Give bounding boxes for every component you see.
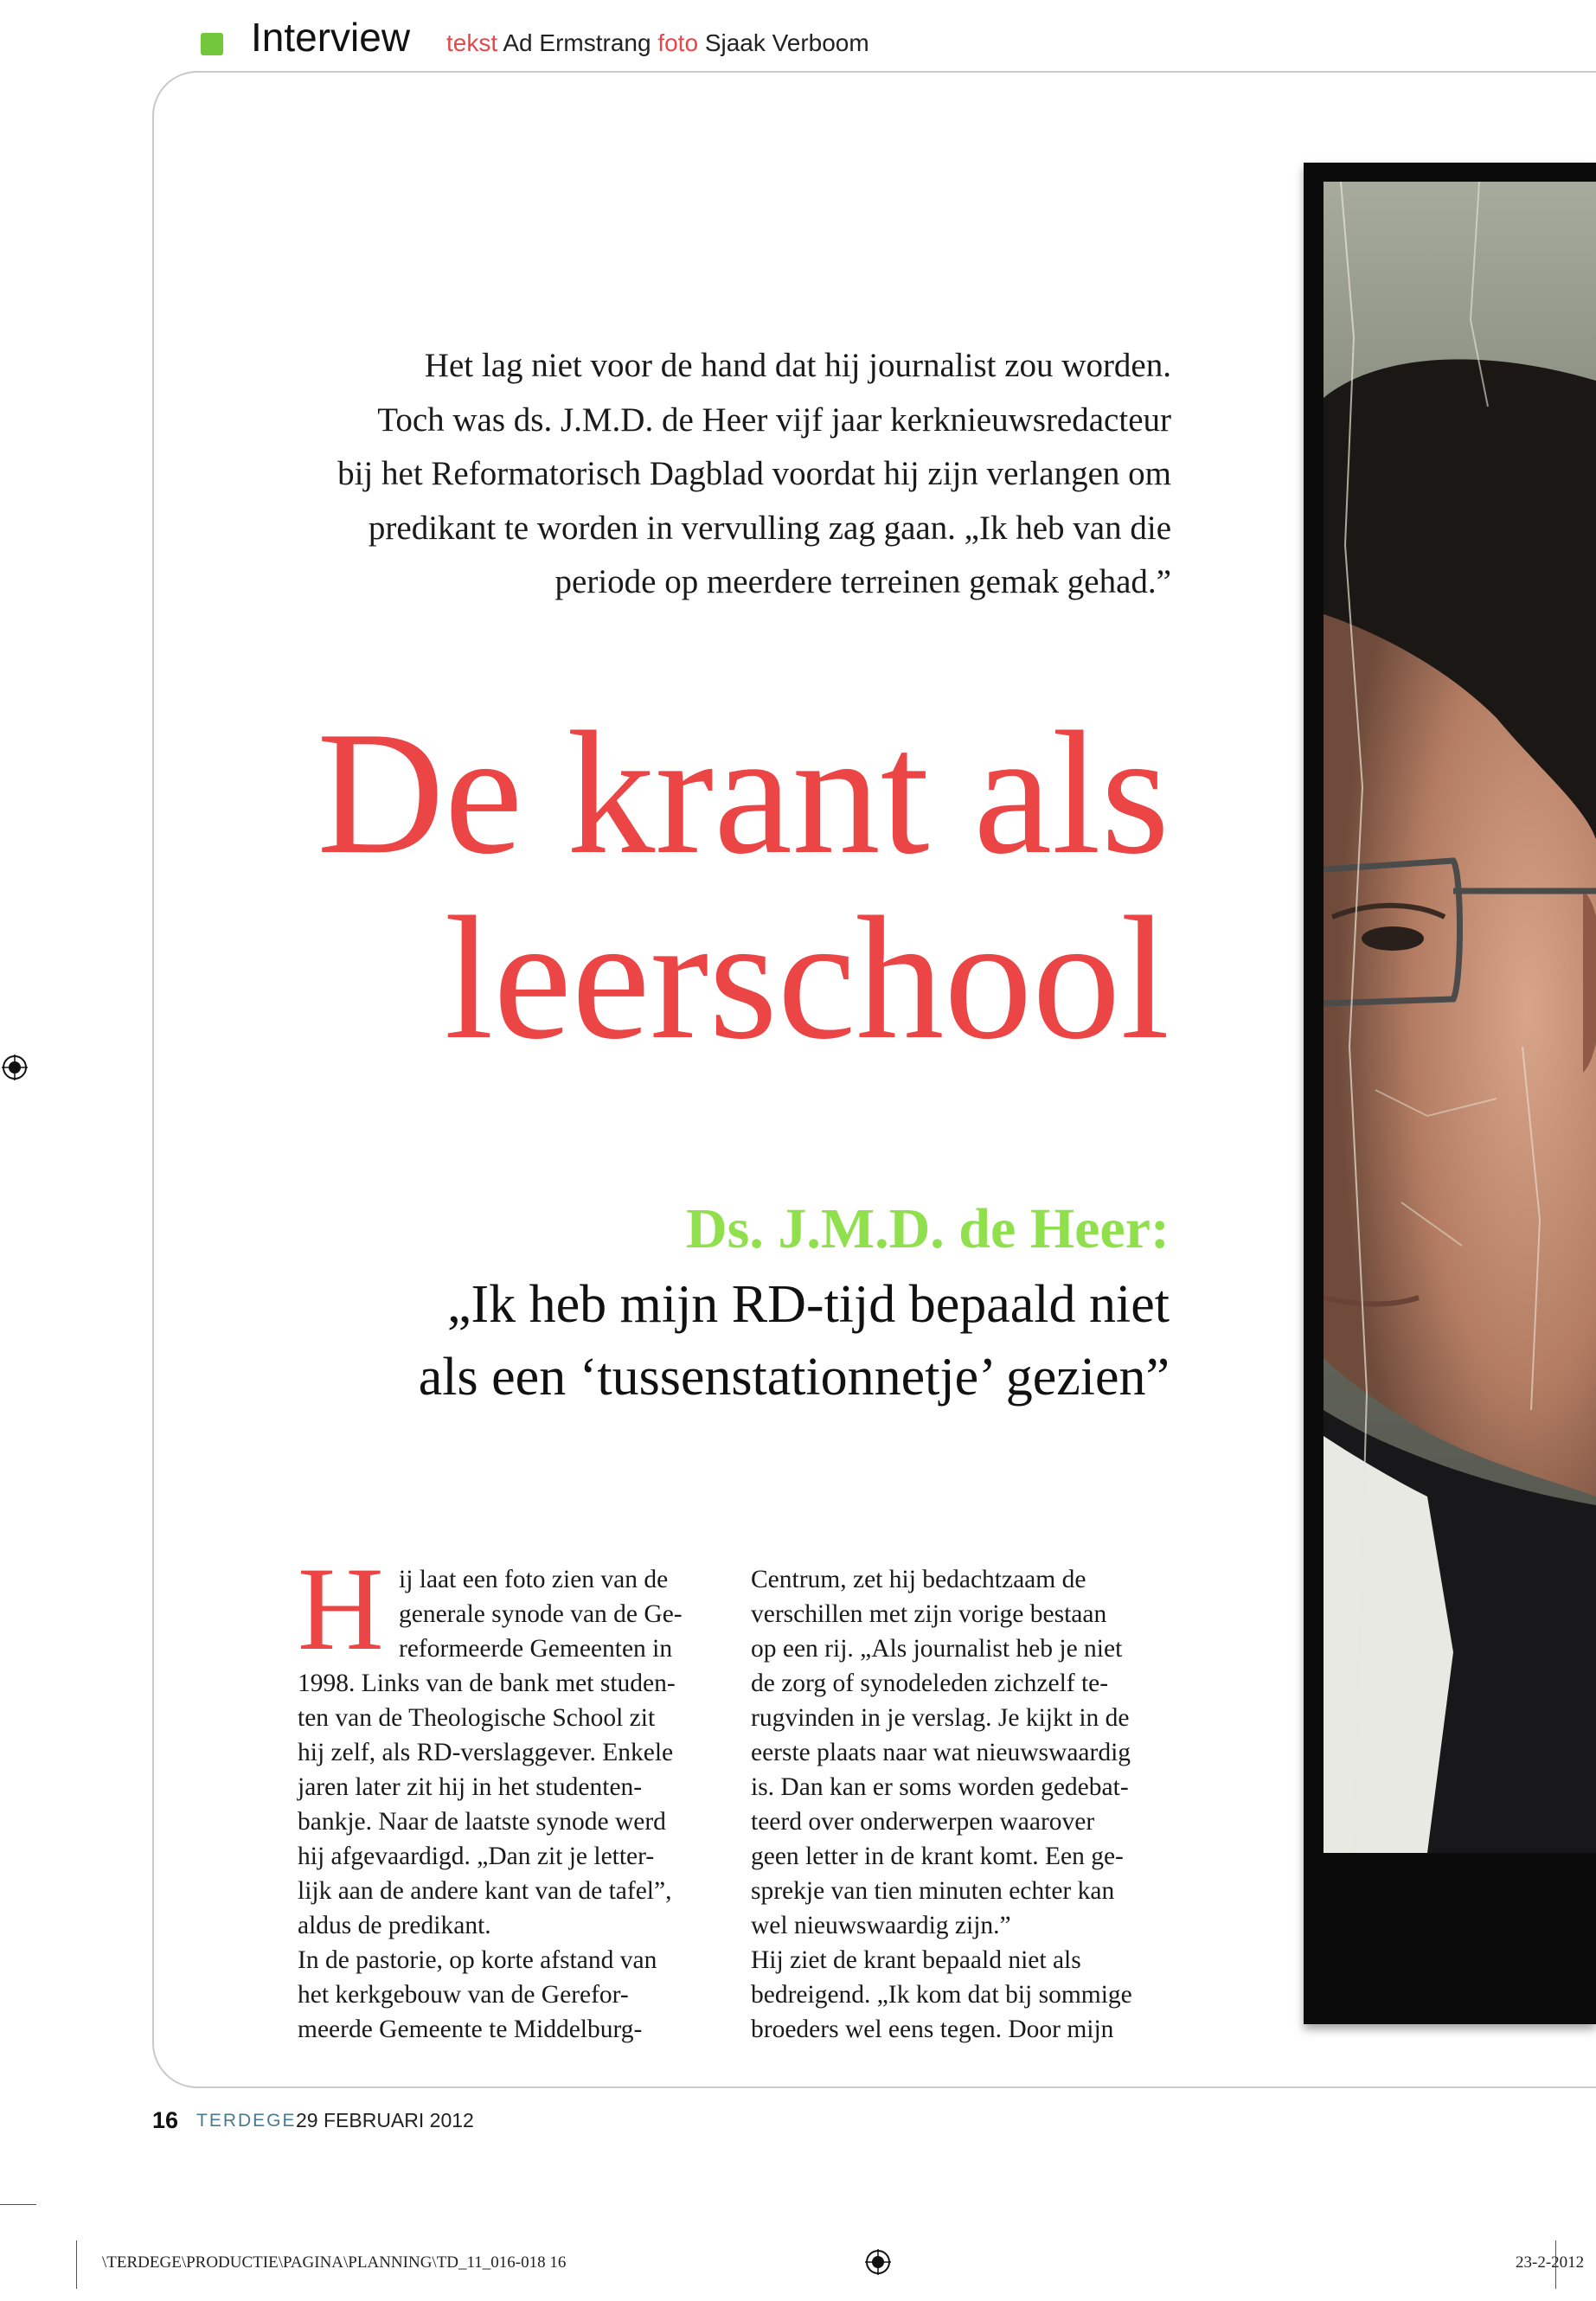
column-1-indented	[399, 1562, 683, 1666]
crop-mark	[76, 2240, 77, 2289]
subtitle-quote-line: „Ik heb mijn RD-tijd bepaald niet	[446, 1275, 1170, 1334]
body-line: reformeerde Gemeenten in	[399, 1635, 673, 1663]
registration-mark-icon	[865, 2249, 891, 2275]
body-line: sprekje van tien minuten echter kan	[751, 1877, 1115, 1905]
headline	[173, 695, 1170, 1076]
registration-mark-icon	[2, 1054, 28, 1080]
body-line: op een rij. „Als journalist heb je niet	[751, 1635, 1123, 1663]
body-line: broeders wel eens tegen. Door mijn	[751, 2016, 1114, 2043]
body-line: ij laat een foto zien van de	[399, 1566, 669, 1593]
photo-label: foto	[657, 29, 699, 56]
body-line: hij zelf, als RD-verslaggever. Enkele	[298, 1739, 674, 1766]
intro-line: periode op meerdere terreinen gemak gehad.”	[554, 563, 1171, 600]
body-line: generale synode van de Ge-	[399, 1600, 683, 1628]
portrait-illustration	[1324, 182, 1596, 1853]
intro-line: bij het Reformatorisch Dagblad voordat hij zijn verlangen om	[337, 455, 1171, 492]
crop-mark	[0, 2204, 36, 2205]
subtitle-quote-line: als een ‘tussenstationnetje’ gezien”	[418, 1348, 1170, 1407]
body-line: rugvinden in je verslag. Je kijkt in de	[751, 1704, 1130, 1732]
body-line: is. Dan kan er soms worden gedebat-	[751, 1773, 1129, 1801]
body-line: bedreigend. „Ik kom dat bij sommige	[751, 1981, 1132, 2009]
slug-date: 23-2-2012	[1516, 2253, 1585, 2272]
intro-line: predikant te worden in vervulling zag gaan. „Ik heb van die	[368, 509, 1171, 547]
body-line: Centrum, zet hij bedachtzaam de	[751, 1566, 1086, 1593]
credits	[446, 29, 869, 57]
body-line: het kerkgebouw van de Gerefor-	[298, 1981, 629, 2009]
body-line: hij afgevaardigd. „Dan zit je letter-	[298, 1843, 655, 1870]
column-1	[298, 1666, 676, 2047]
body-line: de zorg of synodeleden zichzelf te-	[751, 1670, 1109, 1697]
intro-line: Toch was ds. J.M.D. de Heer vijf jaar kerknieuwsredacteur	[377, 401, 1171, 439]
text-label: tekst	[446, 29, 498, 56]
intro-paragraph	[225, 339, 1171, 610]
body-line: 1998. Links van de bank met studen-	[298, 1670, 676, 1697]
issue-date: 29 FEBRUARI 2012	[296, 2109, 474, 2131]
body-line: wel nieuwswaardig zijn.”	[751, 1912, 1011, 1939]
portrait-photo	[1324, 182, 1596, 1853]
subtitle-quote	[173, 1268, 1170, 1413]
body-line: geen letter in de krant komt. Een ge-	[751, 1843, 1124, 1870]
page-number: 16	[152, 2107, 179, 2133]
body-line: meerde Gemeente te Middelburg-	[298, 2016, 643, 2043]
intro-line: Het lag niet voor de hand dat hij journalist zou worden.	[424, 347, 1171, 384]
section-marker	[201, 33, 223, 55]
magazine-name: TERDEGE	[196, 2111, 297, 2131]
section-title: Interview	[251, 15, 411, 60]
body-line: bankje. Naar de laatste synode werd	[298, 1808, 666, 1836]
body-line: Hij ziet de krant bepaald niet als	[751, 1946, 1081, 1974]
text-author: Ad Ermstrang	[503, 29, 651, 56]
body-line: jaren later zit hij in het studenten-	[298, 1773, 643, 1801]
body-line: ten van de Theologische School zit	[298, 1704, 656, 1732]
slug-file-path: \TERDEGE\PRODUCTIE\PAGINA\PLANNING\TD_11_016-018 16	[102, 2253, 567, 2272]
headline-line: leerschool	[444, 881, 1170, 1076]
column-2	[751, 1562, 1132, 2047]
drop-cap: H	[298, 1542, 384, 1675]
body-line: eerste plaats naar wat nieuwswaardig	[751, 1739, 1131, 1766]
headline-line: De krant als	[317, 695, 1170, 891]
body-line: teerd over onderwerpen waarover	[751, 1808, 1095, 1836]
body-line: lijk aan de andere kant van de tafel”,	[298, 1877, 672, 1905]
body-line: verschillen met zijn vorige bestaan	[751, 1600, 1107, 1628]
subtitle-name: Ds. J.M.D. de Heer:	[685, 1197, 1170, 1260]
photo-author: Sjaak Verboom	[704, 29, 869, 56]
body-line: In de pastorie, op korte afstand van	[298, 1946, 657, 1974]
body-line: aldus de predikant.	[298, 1912, 491, 1939]
